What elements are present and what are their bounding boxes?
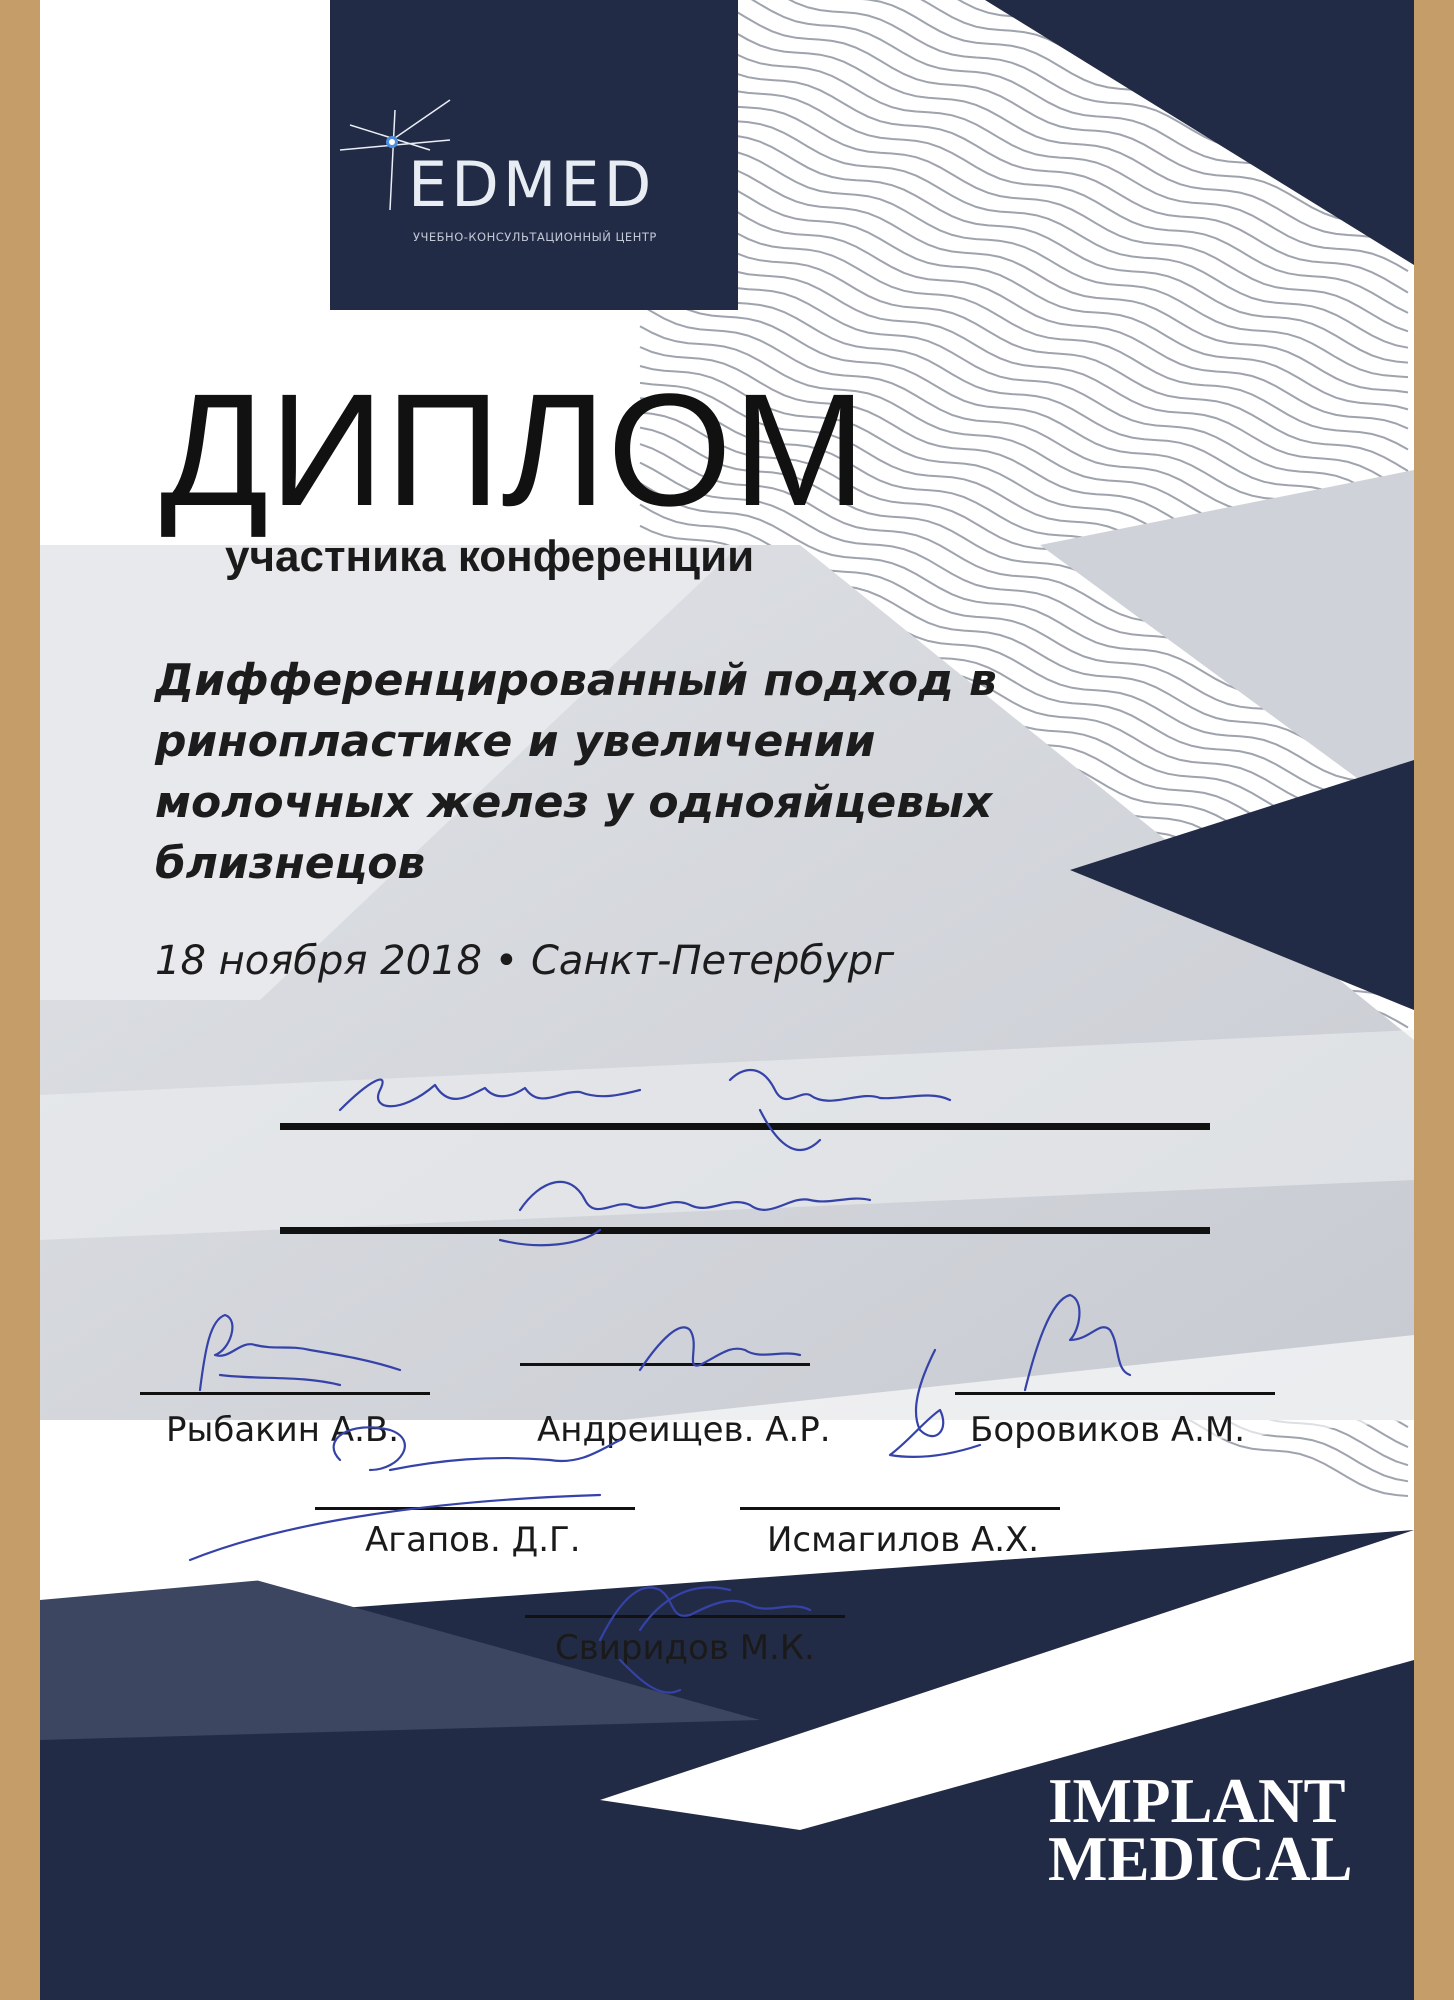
- signatory-agapov: Агапов. Д.Г.: [365, 1520, 581, 1560]
- frame-left-edge: [0, 0, 40, 2000]
- signature-line: [955, 1392, 1275, 1395]
- signatory-sviridov: Свиридов М.К.: [555, 1628, 815, 1668]
- signatory-andreishchev: Андреищев. А.Р.: [537, 1410, 831, 1450]
- frame-right-edge: [1414, 0, 1454, 2000]
- diploma-title: ДИПЛОМ: [160, 360, 868, 539]
- date-and-place: 18 ноября 2018 • Санкт-Петербург: [155, 938, 895, 984]
- recipient-name-line: [280, 1123, 1210, 1130]
- signatory-borovikov: Боровиков А.М.: [970, 1410, 1246, 1450]
- signature-line: [525, 1615, 845, 1618]
- topic-line: Дифференцированный подход в: [155, 655, 997, 706]
- partner-logo-line: MEDICAL: [1048, 1824, 1353, 1894]
- topic-line: близнецов: [155, 838, 426, 889]
- implant-medical-logo: [1048, 1766, 1353, 1894]
- edmed-logo-block: [330, 0, 738, 310]
- signature-line: [315, 1507, 635, 1510]
- signature-line: [520, 1363, 810, 1366]
- signatory-rybakin: Рыбакин А.В.: [166, 1410, 400, 1450]
- topic-line: ринопластике и увеличении: [155, 716, 876, 767]
- recipient-patronymic-line: [280, 1227, 1210, 1234]
- signatory-ismagilov: Исмагилов А.Х.: [767, 1520, 1040, 1560]
- partner-logo-line: IMPLANT: [1048, 1766, 1346, 1836]
- signature-line: [740, 1507, 1060, 1510]
- diploma-subtitle: участника конференции: [225, 532, 755, 581]
- logo-name: EDMED: [408, 148, 656, 221]
- conference-topic: [155, 650, 1305, 894]
- signature-line: [140, 1392, 430, 1395]
- diploma-sheet: [40, 0, 1414, 2000]
- logo-subtitle: УЧЕБНО-КОНСУЛЬТАЦИОННЫЙ ЦЕНТР: [413, 230, 657, 244]
- topic-line: молочных желез у однояйцевых: [155, 777, 993, 828]
